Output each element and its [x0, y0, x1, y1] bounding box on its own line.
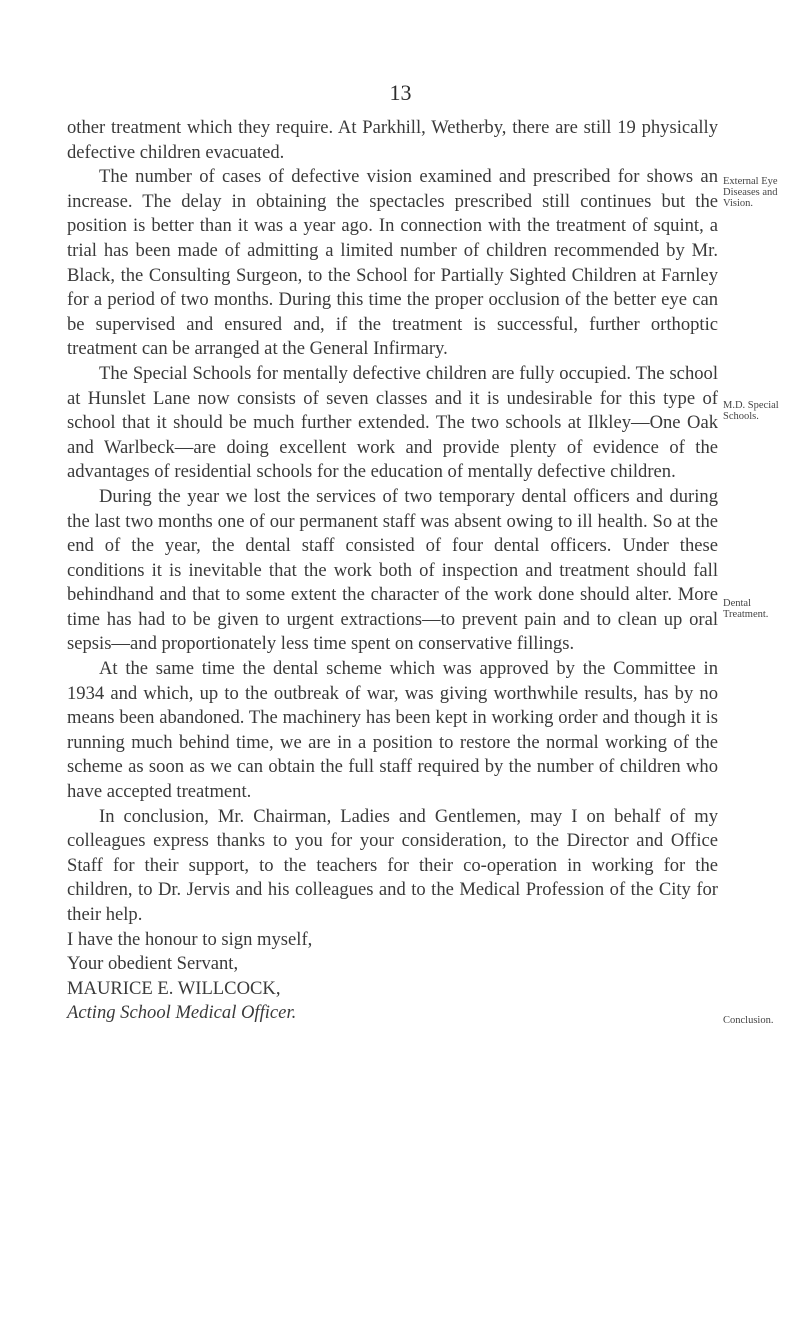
- paragraph-defective-vision: The number of cases of defective vision examined and prescribed for shows an increase. The delay in obtaining the spectacles prescribed still continues but the position is better than it was a year ago. In connection with the treatment of squint, a trial has been made of admitting a limited number of children recommended by Mr. Black, the Consulting Surgeon, to the School for Partially Sighted Children at Farnley for a period of two months. During this time the proper occlusion of the better eye can be supervised and ensured and, if the treatment is successful, further orthoptic treatment can be arranged at the General Infirmary.: [67, 166, 718, 360]
- page-number: 13: [389, 80, 412, 105]
- paragraph-conclusion: In conclusion, Mr. Chairman, Ladies and Gentlemen, may I on behalf of my colleagues express thanks to you for your consideration, to the Director and Office Staff for their support, to the teachers for their co-operation in working for the children, to Dr. Jervis and his colleagues and to the Medical Profession of the City for their help.: [67, 805, 718, 925]
- paragraph-dental-staff: During the year we lost the services of two temporary dental officers and during the last two months one of our permanent staff was absent owing to ill health. So at the end of the year, the dental staff consisted of four dental officers. Under these conditions it is inevitable that the work both of inspection and treatment should fall behindhand and that to some extent the character of the work done should alter. More time has had to be given to urgent extractions—to prevent pain and to clean up oral sepsis—and proportionately less time spent on conservative fillings.: [67, 485, 718, 655]
- signature-closing: I have the honour to sign myself,: [67, 928, 313, 950]
- signature-salutation: Your obedient Servant,: [67, 953, 239, 975]
- paragraph-dental-scheme: At the same time the dental scheme which was approved by the Committee in 1934 and which, up to the outbreak of war, was giving worthwhile results, has by no means been abandoned. The machinery has been kept in working order and though it is running much behind time, we are in a position to restore the normal working of the scheme as soon as we can obtain the full staff required by the number of children who have accepted treatment.: [67, 658, 718, 803]
- body-text: [67, 116, 718, 1026]
- marginal-note-eye: External Eye Diseases and Vision.: [723, 176, 778, 209]
- paragraph-special-schools: The Special Schools for mentally defective children are fully occupied. The school at Hunslet Lane now consists of seven classes and it is undesirable for this type of school that it should be much further extended. The two schools at Ilkley—One Oak and Warlbeck—are doing excellent work and provide plenty of evidence of the advantages of residential schools for the education of mentally defective children.: [67, 362, 718, 483]
- paragraph-evacuated: other treatment which they require. At Parkhill, Wetherby, there are still 19 physically defective children evacuated.: [67, 117, 718, 163]
- signature-name: MAURICE E. WILLCOCK,: [67, 977, 281, 999]
- signature-title: Acting School Medical Officer.: [67, 1002, 297, 1024]
- marginal-note-conclusion: Conclusion.: [723, 1015, 774, 1026]
- marginal-note-dental: Dental Treatment.: [723, 598, 769, 620]
- marginal-note-special-schools: M.D. Special Schools.: [723, 400, 779, 422]
